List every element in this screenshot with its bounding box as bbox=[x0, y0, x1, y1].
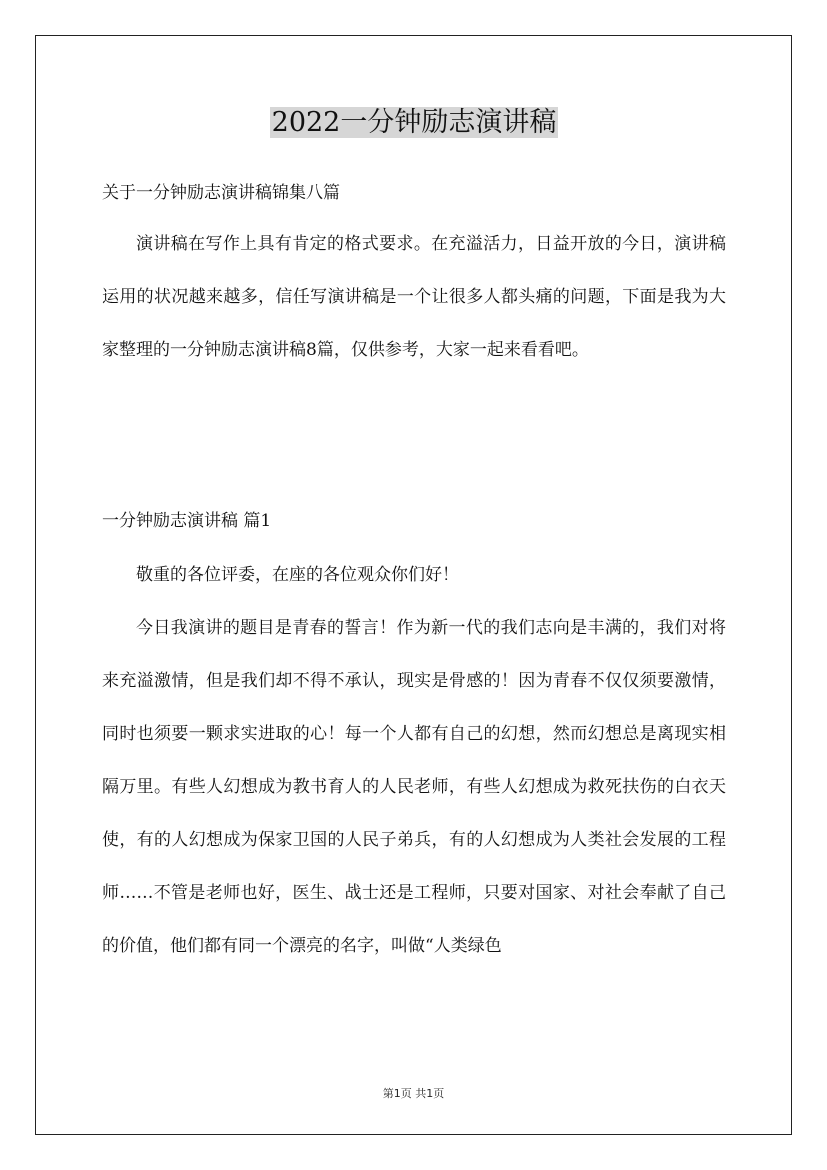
document-subtitle: 关于一分钟励志演讲稿锦集八篇 bbox=[102, 183, 340, 203]
section-heading: 一分钟励志演讲稿 篇1 bbox=[102, 511, 272, 531]
intro-paragraph: 演讲稿在写作上具有肯定的格式要求。在充溢活力，日益开放的今日，演讲稿运用的状况越来越多，信任写演讲稿是一个让很多人都头痛的问题，下面是我为大家整理的一分钟励志演讲稿8篇，仅供参考，大家一起来看看吧。 bbox=[102, 234, 726, 360]
greeting-paragraph: 敬重的各位评委，在座的各位观众你们好！ bbox=[136, 565, 459, 585]
body-paragraph: 今日我演讲的题目是青春的誓言！作为新一代的我们志向是丰满的，我们对将来充溢激情，但是我们却不得不承认，现实是骨感的！因为青春不仅仅须要激情，同时也须要一颗求实进取的心！每一个人都有自己的幻想，然而幻想总是离现实相隔万里。有些人幻想成为教书育人的人民老师，有些人幻想成为救死扶伤的白衣天使，有的人幻想成为保家卫国的人民子弟兵，有的人幻想成为人类社会发展的工程师……不管是老师也好，医生、战士还是工程师，只要对国家、对社会奉献了自己的价值，他们都有同一个漂亮的名字，叫做“人类绿色 bbox=[102, 618, 726, 956]
page-number: 第1页 共1页 bbox=[382, 1087, 445, 1100]
document-title: 2022一分钟励志演讲稿 bbox=[271, 107, 557, 138]
